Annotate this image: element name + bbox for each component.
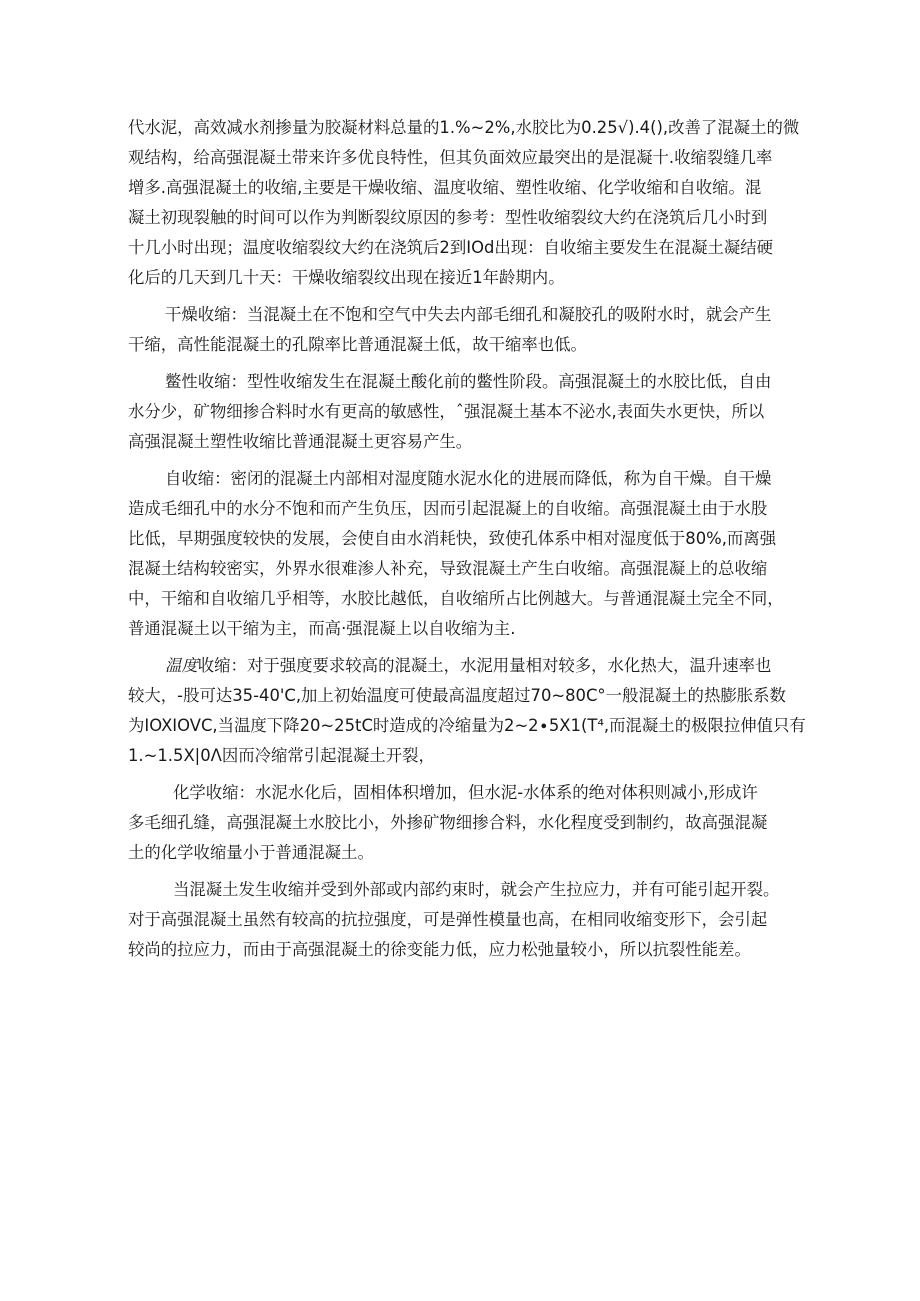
text-line: 1.~1.5X|0Λ因而冷缩常引起混凝土开裂， [128,746,435,765]
text-line: 为IOXIOVC,当温度下降20~25tC时造成的冷缩量为2~2∙5X1(T⁴,而混凝土的极限拉伸值只有 [128,716,806,735]
text-line: 当混凝土发生收缩并受到外部或内部约束时，就会产生拉应力，并有可能引起开裂。 [173,880,780,899]
text-line: 造成毛细孔中的水分不饱和而产生负压，因而引起混凝上的自收缩。高强混凝土由于水股 [128,499,768,518]
text-line: 干燥收缩：当混凝土在不饱和空气中失去内部毛细孔和凝胶孔的吸附水时，就会产生 [165,305,772,324]
text-line: 化学收缩：水泥水化后，固相体积增加，但水泥-水体系的绝对体积则减小,形成许 [173,783,758,802]
text-line: 水分少，矿物细掺合料时水有更高的敏感性，ˆ强混凝土基本不泌水,表面失水更快，所以 [128,402,765,421]
paragraph-cracking-conclusion [128,875,796,965]
text-line: 较尚的拉应力，而由于高强混凝土的徐变能力低，应力松弛量较小，所以抗裂性能差。 [128,940,751,959]
text-line: 自收缩：密闭的混凝土内部相对湿度随水泥水化的进展而降低，称为自干燥。自干燥 [165,469,772,488]
text-line: 多毛细孔缝，高强混凝土水胶比小，外掺矿物细掺合料，水化程度受到制约，故高强混凝 [128,813,768,832]
text-line: 中，干缩和自收缩几乎相等，水胶比越低，自收缩所占比例越大。与普通混凝土完全不同， [128,589,784,608]
text-line: 高强混凝土塑性收缩比普通混凝土更容易产生。 [128,432,473,451]
text-line: 凝土初现裂触的时间可以作为判断裂纹原因的参考：型性收缩裂纹大约在浇筑后几小时到 [128,208,768,227]
paragraph-plastic-shrinkage [128,367,796,457]
text-line: 土的化学收缩量小于普通混凝土。 [128,843,374,862]
document-body [128,113,806,965]
text-line: 鳖性收缩：型性收缩发生在混凝土酸化前的鳖性阶段。高强混凝土的水胶比低，自由 [165,372,772,391]
paragraph-drying-shrinkage [128,300,796,360]
text-line: 混凝土结构较密实，外界水很难渗人补充，导致混凝土产生白收缩。高强混凝上的总收缩 [128,559,768,578]
text-line: 干缩，高性能混凝土的孔隙率比普通混凝土低，故干缩率也低。 [128,335,587,354]
text-line: 普通混凝土以干缩为主，而高·强混凝上以自收缩为主. [128,619,516,638]
paragraph-autogenous-shrinkage [128,464,796,644]
text-line: 十几小时出现；温度收缩裂纹大约在浇筑后2到IOd出现：自收缩主要发生在混凝土凝结硬 [128,238,774,257]
text-line [128,651,796,681]
text-line: 比低，早期强度较快的发展，会使自由水消耗快，致使孔体系中相对湿度低于80%,而离强 [128,529,777,548]
paragraph-intro-continuation [128,113,800,293]
text-line: 代水泥，高效减水剂掺量为胶凝材料总量的1.%~2%,水胶比为0.25√).4(),改善了混凝土的微 [128,118,800,137]
paragraph-chemical-shrinkage [128,778,796,868]
text-line: 对于高强混凝土虽然有较高的抗拉强度，可是弹性模量也高，在相同收缩变形下，会引起 [128,910,768,929]
text-span: 收缩：对于强度要求较高的混凝土，水泥用量相对较多，水化热大，温升速率也 [197,656,772,675]
italic-term: 温度 [165,656,198,675]
text-line: 化后的几天到几十天：干燥收缩裂纹出现在接近1年龄期内。 [128,268,565,287]
text-line: 较大，-股可达35-40'C,加上初始温度可使最高温度超过70~80C°一般混凝土的热膨胀系数 [128,686,786,705]
text-line: 观结构，给高强混凝土带来许多优良特性，但其负面效应最突出的是混凝十.收缩裂缝几率 [128,148,773,167]
paragraph-temperature-shrinkage [128,651,806,771]
text-line: 增多.高强混凝土的收缩,主要是干燥收缩、温度收缩、塑性收缩、化学收缩和自收缩。混 [128,178,762,197]
